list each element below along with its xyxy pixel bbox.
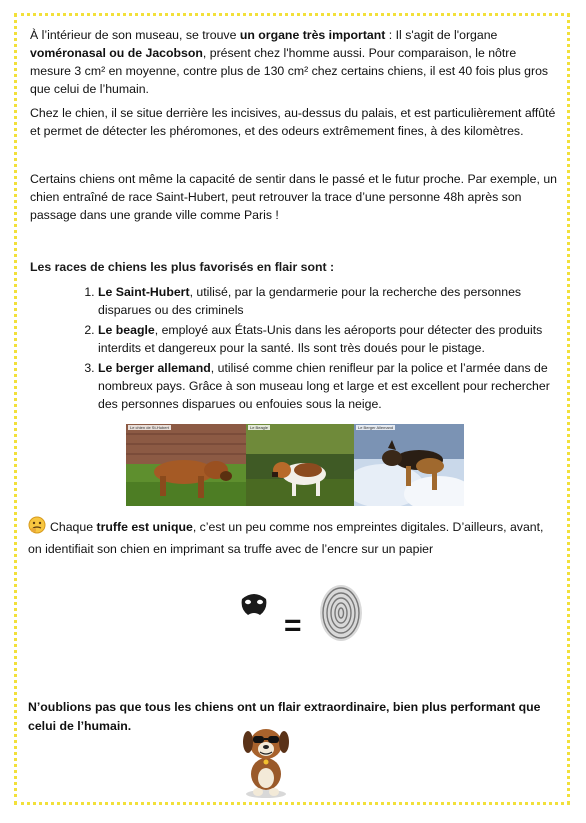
list-item: 2. Le beagle, employé aux États-Unis dans les aéroports pour détecter des produits interdits et dangereux pour la santé. Ils sont très doués pour le pistage.: [98, 321, 568, 357]
photo-caption: Le Berger Allemand: [358, 425, 394, 430]
list-item: 3. Le berger allemand, utilisé comme chien renifleur par la police et l’armée dans de nombreux pays. Grâce à son museau long et large et est excellent pour rechercher des personnes disparues ou enfouies sous la neige.: [98, 359, 568, 413]
german-shepherd-photo: [354, 424, 464, 506]
ability-paragraph: Certains chiens ont même la capacité de sentir dans le passé et le futur proche. Par exemple, un chien entraîné de race Saint-Hubert, peut retrouver la trace d’une personne 48h après son passage dans une grande ville comme Paris !: [30, 172, 558, 222]
photo-caption: Le Beagle: [250, 425, 269, 430]
dog-breeds-photo-strip: [126, 424, 464, 506]
cartoon-puppy-icon: [236, 722, 296, 800]
dog-nose-icon: [242, 594, 267, 615]
photo-caption: Le chien de St-Hubert: [130, 425, 169, 430]
races-heading: Les races de chiens les plus favorisés en flair sont :: [30, 260, 335, 274]
bloodhound-photo: [126, 424, 246, 506]
races-list: [68, 283, 568, 415]
fingerprint-icon: [320, 585, 362, 641]
closing-statement: N’oublions pas que tous les chiens ont un flair extraordinaire, bien plus performant que celui de l’humain.: [28, 700, 541, 733]
thinking-face-icon: [28, 516, 46, 534]
truffe-paragraph: Chaque truffe est unique, c’est un peu comme nos empreintes digitales. D’ailleurs, avant, on identifiait son chien en imprimant sa truffe avec de l’encre sur un papier: [28, 516, 560, 560]
nose-print-equation: [238, 585, 378, 645]
list-item: 1. Le Saint-Hubert, utilisé, par la gendarmerie pour la recherche des personnes disparues ou des criminels: [98, 283, 568, 319]
location-paragraph: Chez le chien, il se situe derrière les incisives, au-dessus du palais, et est particulièrement affûté et permet de détecter les phéromones, et des odeurs extrêmement fines, à des kilomètres.: [30, 106, 556, 138]
beagle-photo: [246, 424, 354, 506]
equals-sign: =: [284, 609, 302, 642]
intro-paragraph: À l’intérieur de son museau, se trouve un organe très important : Il s'agit de l'organe voméronasal ou de Jacobson, présent chez l'homme aussi. Pour comparaison, le nôtre mesure 3 cm² en moyenne, contre plus de 130 cm² chez certains chiens, il est 40 fois plus gros que celui de l’humain.: [30, 28, 549, 96]
